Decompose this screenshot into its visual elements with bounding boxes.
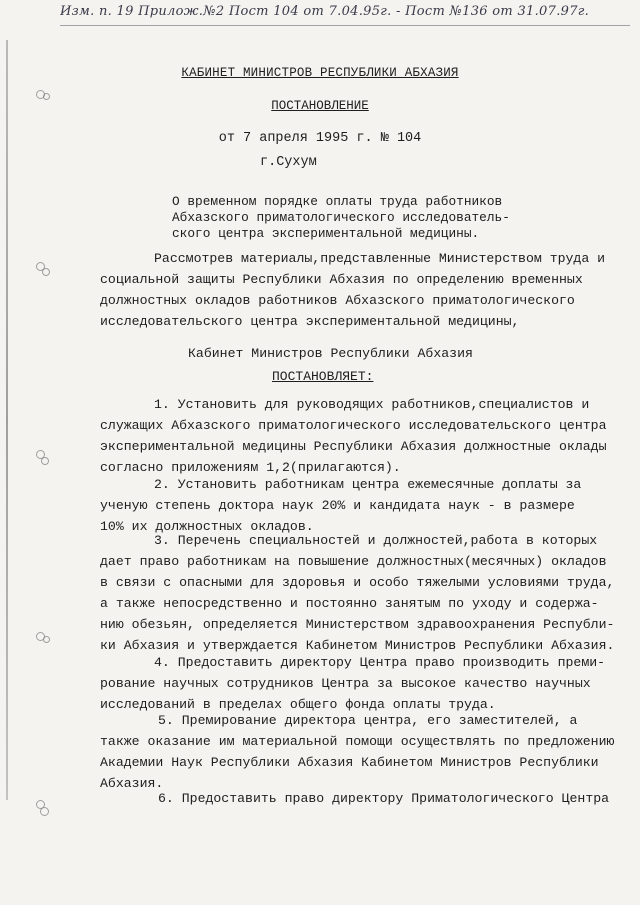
intro-line: исследовательского центра экспериментальной медицины,: [100, 314, 520, 329]
paragraph-line: 1. Установить для руководящих работников,специалистов и: [154, 397, 590, 412]
annotation-underline: [60, 25, 630, 26]
paragraph-2: [100, 474, 620, 537]
document-date: от 7 апреля 1995 г. № 104: [218, 131, 422, 146]
paragraph-line: а также непосредственно и постоянно занятым по уходу и содержа-: [100, 596, 599, 611]
document-type: ПОСТАНОВЛЕНИЕ: [271, 99, 369, 113]
paragraph-line: также оказание им материальной помощи осуществлять по предложению: [100, 734, 615, 749]
document-city: г.Сухум: [260, 155, 317, 170]
paragraph-line: согласно приложениям 1,2(прилагаются).: [100, 460, 401, 475]
paragraph-line: дает право работникам на повышение должностных(месячных) окладов: [100, 554, 607, 569]
hole-punch-mark: [36, 632, 50, 646]
paragraph-line: нию обезьян, определяется Министерством здравоохранения Республи-: [100, 617, 615, 632]
paragraph-line: рование научных сотрудников Центра за высокое качество научных: [100, 676, 591, 691]
subject-line: О временном порядке оплаты труда работников: [172, 194, 503, 209]
paragraph-1: [100, 394, 620, 478]
subject-line: Абхазского приматологического исследователь-: [172, 210, 510, 225]
paragraph-5: [100, 710, 620, 794]
paragraph-line: служащих Абхазского приматологического исследовательского центра: [100, 418, 607, 433]
subject-line: ского центра экспериментальной медицины.: [172, 226, 480, 241]
paragraph-line: ученую степень доктора наук 20% и кандидата наук - в размере: [100, 498, 575, 513]
hole-punch-mark: [36, 800, 50, 814]
paragraph-line: 2. Установить работникам центра ежемесячные доплаты за: [154, 477, 582, 492]
hole-punch-mark: [36, 450, 50, 464]
paragraph-6: [100, 788, 620, 809]
paragraph-line: 10% их должностных окладов.: [100, 519, 314, 534]
intro-line: социальной защиты Республики Абхазия по определению временных: [100, 272, 583, 287]
paragraph-line: 6. Предоставить право директору Приматологического Центра: [158, 791, 610, 806]
organization-title: КАБИНЕТ МИНИСТРОВ РЕСПУБЛИКИ АБХАЗИЯ: [181, 66, 459, 80]
paragraph-line: исследований в пределах общего фонда оплаты труда.: [100, 697, 496, 712]
intro-line: Рассмотрев материалы,представленные Министерством труда и: [154, 251, 606, 266]
intro-paragraph: [100, 248, 620, 332]
handwritten-annotation: Изм. п. 19 Прилож.№2 Пост 104 от 7.04.95г. - Пост №136 от 31.07.97г.: [60, 4, 590, 19]
document-subject: [172, 194, 510, 242]
paragraph-line: Абхазия.: [100, 776, 164, 791]
paragraph-line: 4. Предоставить директору Центра право производить преми-: [154, 655, 606, 670]
resolves-heading: ПОСТАНОВЛЯЕТ:: [272, 369, 374, 384]
paragraph-3: [100, 530, 620, 656]
paragraph-line: ки Абхазия и утверждается Кабинетом Министров Республики Абхазия.: [100, 638, 615, 653]
paragraph-4: [100, 652, 620, 715]
paragraph-line: Академии Наук Республики Абхазия Кабинетом Министров Республики: [100, 755, 599, 770]
paragraph-line: в связи с опасными для здоровья и особо тяжелыми условиями труда,: [100, 575, 615, 590]
paragraph-line: экспериментальной медицины Республики Абхазия должностные оклады: [100, 439, 607, 454]
intro-line: должностных окладов работников Абхазского приматологического: [100, 293, 575, 308]
hole-punch-mark: [36, 262, 50, 276]
paragraph-line: 3. Перечень специальностей и должностей,работа в которых: [154, 533, 598, 548]
cabinet-line: Кабинет Министров Республики Абхазия: [188, 346, 473, 361]
binding-edge: [6, 40, 8, 800]
paragraph-line: 5. Премирование директора центра, его заместителей, а: [158, 713, 578, 728]
